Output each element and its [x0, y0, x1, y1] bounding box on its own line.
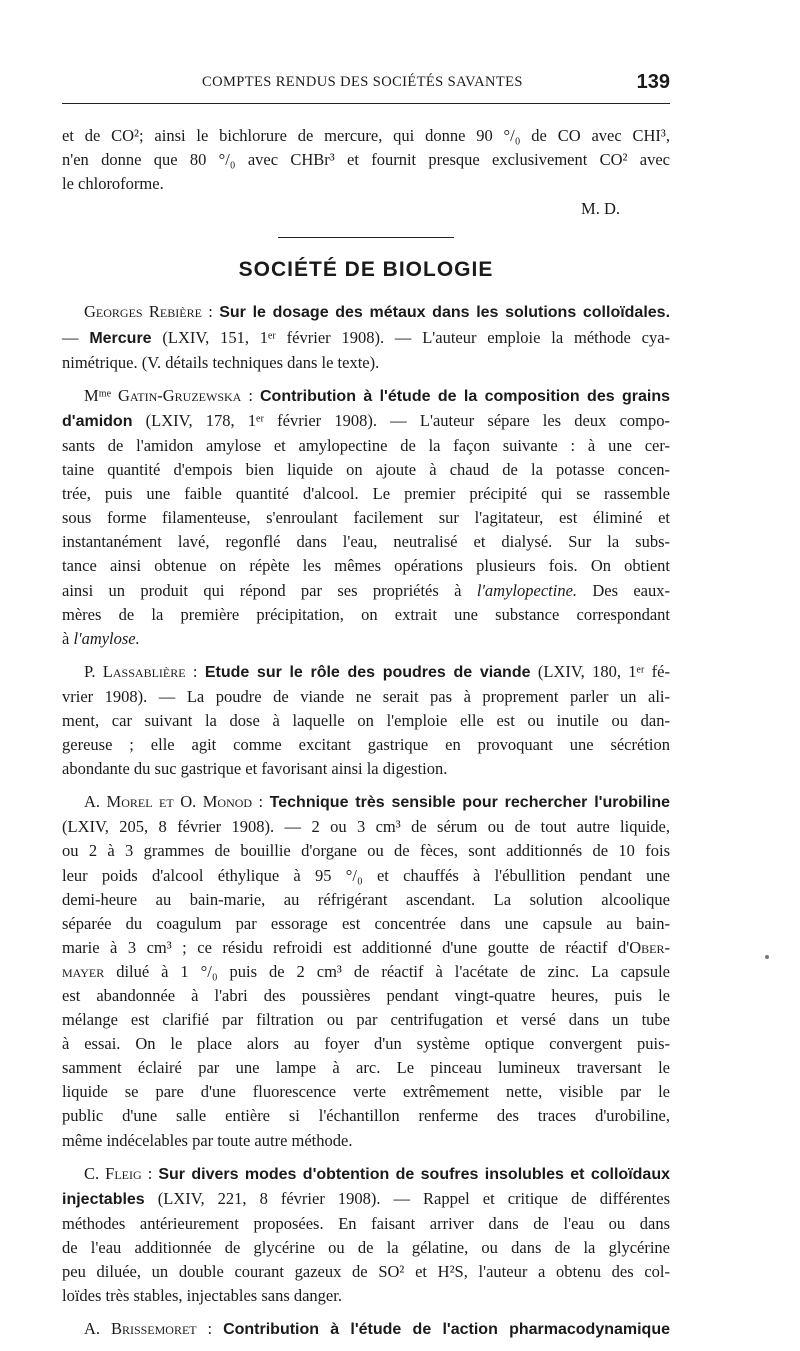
text-line: à essai. On le place alors au foyer d'un système optique convergent puis- [62, 1034, 670, 1054]
body-text: à [62, 628, 74, 648]
text-line: taine quantité d'empois bien liquide on ajoute à chaud de la potasse concen- [62, 460, 670, 480]
text-line [62, 790, 670, 815]
abstract-entry [62, 1317, 670, 1342]
text-line: mélange est clarifié par filtration ou par centrifugation et versé dans un tube [62, 1010, 670, 1030]
text-line: nimétrique. (V. détails techniques dans le texte). [62, 352, 380, 372]
text-line: peu diluée, un double courant gazeux de SO² et H²S, l'auteur a obtenu des col- [62, 1262, 670, 1282]
article-title: Sur divers modes d'obtention de soufres insolubles et colloïdaux [158, 1165, 670, 1183]
text-line [62, 384, 670, 409]
text-line [62, 579, 670, 603]
page-body [62, 124, 670, 1351]
text-line [62, 660, 670, 685]
text-line: demi-heure au bain-marie, au réfrigérant ascendant. La solution alcoolique [62, 889, 670, 909]
text-line [62, 627, 670, 651]
text-line: leur poids d'alcool éthylique à 95 °/₀ et chauffés à l'ébullition pendant une [62, 865, 670, 885]
page-number: 139 [636, 71, 670, 93]
abstract-entry [62, 384, 670, 651]
author-name: Mᵐᵉ Gatin-Gruzewska : [84, 385, 253, 405]
author-name: A. Morel et O. Monod : [84, 792, 264, 812]
abstract-entry [62, 790, 670, 1152]
article-title: Contribution à l'étude de l'action pharmacodynamique [223, 1321, 671, 1339]
text-line: de l'eau additionnée de glycérine ou de la gélatine, ou dans de la glycérine [62, 1237, 670, 1257]
citation-text: (LXIV, 178, 1ᵉʳ février 1908). — L'auteur sépare les deux compo- [132, 410, 670, 430]
text-line: (LXIV, 205, 8 février 1908). — 2 ou 3 cm³ de sérum ou de tout autre liquide, [62, 817, 670, 837]
text-line: loïdes très stables, injectables sans danger. [62, 1286, 342, 1306]
body-text: marie à 3 cm³ ; ce résidu refroidi est additionné d'une goutte de réactif d' [62, 937, 630, 957]
running-title: COMPTES RENDUS DES SOCIÉTÉS SAVANTES [202, 74, 523, 90]
body-text: ainsi un produit qui répond par ses propriétés à [62, 580, 477, 600]
abstract-entry [62, 1162, 670, 1309]
abstract-entry [62, 660, 670, 781]
text-line [62, 1162, 670, 1187]
text-line: vrier 1908). — La poudre de viande ne serait pas à proprement parler un ali- [62, 686, 670, 706]
proper-name: Ober- [629, 937, 670, 957]
author-name: A. Brissemoret : [84, 1319, 213, 1339]
body-text: Des eaux- [577, 580, 670, 600]
article-title: Etude sur le rôle des poudres de viande [204, 663, 531, 681]
author-name: Georges Rebière : [84, 302, 213, 322]
text-line: méthodes antérieurement proposées. En faisant arriver dans de l'eau ou dans [62, 1213, 670, 1233]
text-line: mères de la première précipitation, on extrait une substance correspondant [62, 604, 670, 624]
body-text: dilué à 1 °/₀ puis de 2 cm³ de réactif à l'acétate de zinc. La capsule [104, 961, 670, 981]
article-title: injectables [62, 1190, 145, 1208]
text-line: séparée du coagulum par essorage est concentrée dans une capsule au bain- [62, 913, 670, 933]
author-name: P. Lassablière : [84, 661, 198, 681]
text-line: tance ainsi obtenue on répète les mêmes opérations plusieurs fois. On obtient [62, 556, 670, 576]
text-line: et de CO²; ainsi le bichlorure de mercure, qui donne 90 °/₀ de CO avec CHI³, [62, 126, 670, 145]
text-line: ou 2 à 3 grammes de bouillie d'organe ou de fèces, sont additionnés de 10 fois [62, 841, 670, 861]
proper-name: mayer [62, 961, 105, 981]
citation-text: (LXIV, 151, 1ᵉʳ février 1908). — L'auteur emploie la méthode cya- [151, 327, 671, 347]
text-line: sous forme filamenteuse, s'enroulant facilement sur l'agitateur, est éliminé et [62, 508, 670, 528]
citation-text: (LXIV, 180, 1ᵉʳ fé- [530, 661, 670, 681]
signature: M. D. [581, 199, 620, 219]
text-line: le chloroforme. [62, 174, 164, 194]
text-line: liquide se pare d'une fluorescence verte extrêmement nette, visible par le [62, 1082, 670, 1102]
dash: — [62, 327, 90, 347]
text-line: public d'une salle entière si l'échantillon renferme des traces d'urobiline, [62, 1106, 670, 1126]
text-line [62, 300, 670, 325]
text-line [62, 409, 670, 434]
term: l'amylopectine. [476, 580, 578, 600]
header-rule [62, 103, 670, 104]
term: l'amylose. [73, 628, 140, 648]
section-divider [278, 237, 454, 238]
scan-speck [765, 955, 769, 959]
text-line: même indécelables par toute autre méthode. [62, 1130, 353, 1150]
text-line: n'en donne que 80 °/₀ avec CHBr³ et fournit presque exclusivement CO² avec [62, 150, 670, 170]
text-line: abondante du suc gastrique et favorisant ainsi la digestion. [62, 759, 448, 779]
abstract-entry [62, 300, 670, 374]
text-line [62, 1187, 670, 1212]
text-line: samment éclairé par une lampe à arc. Le pinceau lumineux traversant le [62, 1058, 670, 1078]
text-line: sants de l'amidon amylose et amylopectine de la façon suivante : à une cer- [62, 435, 670, 455]
text-line [62, 326, 670, 351]
text-line: instantanément lavé, regonflé dans l'eau, neutralisé et dialysé. Sur la subs- [62, 532, 670, 552]
article-title: d'amidon [62, 412, 133, 430]
text-line [62, 960, 670, 984]
article-title: Mercure [89, 329, 152, 347]
text-line: est abandonnée à l'abri des poussières pendant vingt-quatre heures, puis le [62, 986, 670, 1005]
author-name: C. Fleig : [84, 1163, 153, 1183]
text-line: trée, puis une faible quantité d'alcool. Le premier précipité qui se rassemble [62, 484, 670, 504]
text-line: ment, car suivant la dose à laquelle on l'emploie elle est ou inutile ou dan- [62, 710, 670, 730]
intro-paragraph [62, 124, 670, 196]
article-title: Sur le dosage des métaux dans les solutions colloïdales. [219, 304, 671, 322]
citation-text: (LXIV, 221, 8 février 1908). — Rappel et critique de différentes [144, 1188, 670, 1208]
running-header [62, 72, 670, 96]
text-line: gereuse ; elle agit comme excitant gastrique en provoquant une sécrétion [62, 735, 670, 755]
article-title: Contribution à l'étude de la composition des grains [260, 387, 671, 405]
article-title: Technique très sensible pour rechercher l'urobiline [269, 794, 671, 812]
text-line [62, 1317, 670, 1342]
section-title: SOCIÉTÉ DE BIOLOGIE [238, 258, 494, 282]
text-line [62, 936, 670, 960]
